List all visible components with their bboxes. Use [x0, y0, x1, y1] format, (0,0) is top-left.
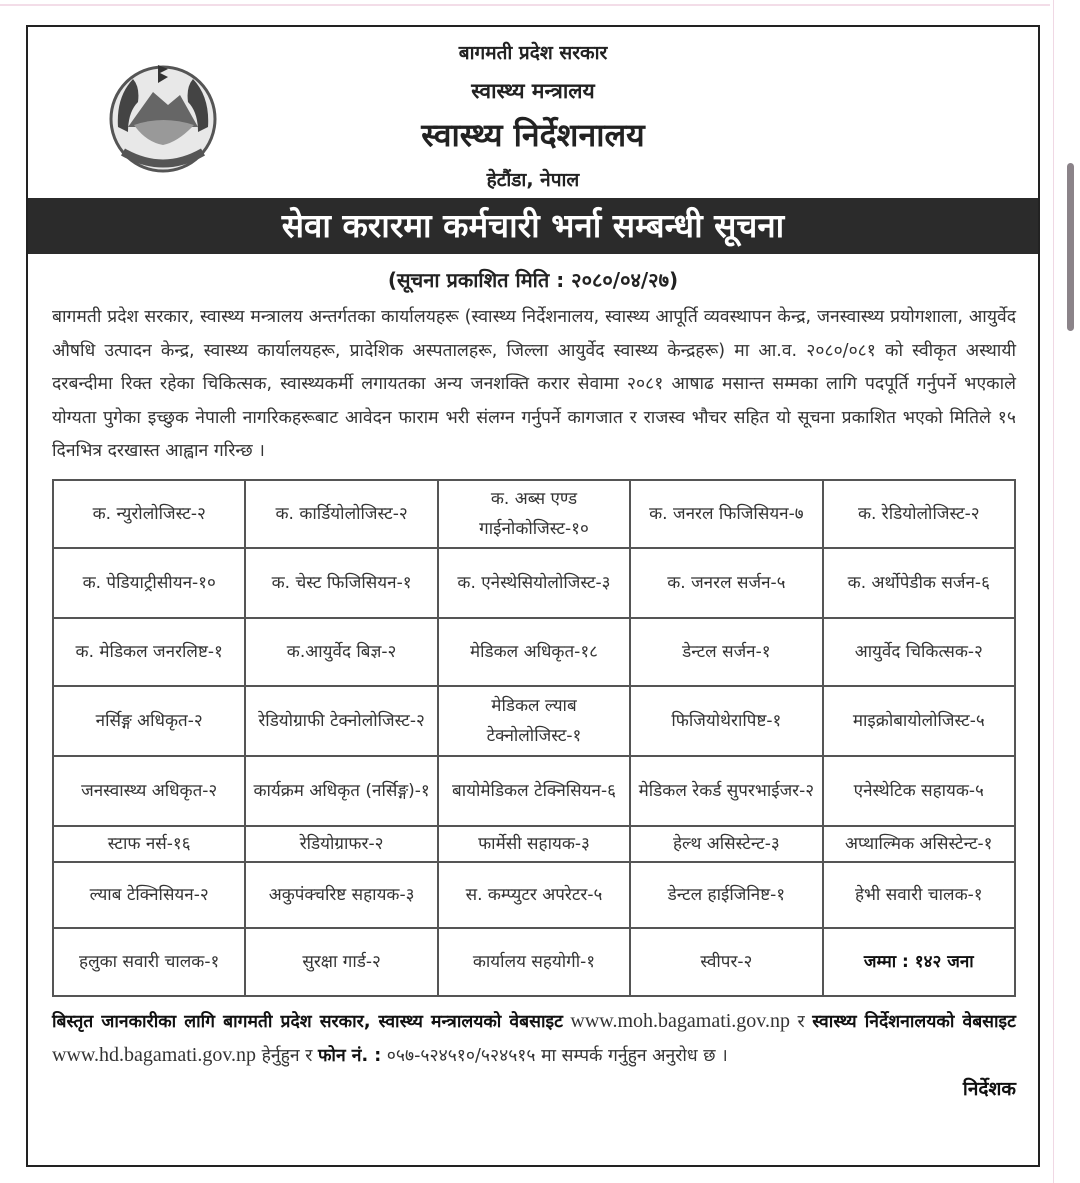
post-cell: कार्यक्रम अधिकृत (नर्सिङ्ग)-१ — [245, 756, 437, 826]
table-row — [53, 826, 1015, 862]
post-cell: ल्याब टेक्निसियन-२ — [53, 862, 245, 928]
post-cell: क. चेस्ट फिजिसियन-१ — [245, 548, 437, 618]
table-row — [53, 480, 1015, 548]
post-cell: क. जनरल फिजिसियन-७ — [630, 480, 822, 548]
post-cell: एनेस्थेटिक सहायक-५ — [823, 756, 1015, 826]
post-cell: स्टाफ नर्स-१६ — [53, 826, 245, 862]
post-cell: कार्यालय सहयोगी-१ — [438, 928, 630, 996]
header-location: हेटौंडा, नेपाल — [486, 169, 580, 191]
signature-director: निर्देशक — [962, 1077, 1016, 1100]
phone-number: ०५७-५२४५१०/५२४५१५ — [386, 1045, 536, 1066]
footer-text-2: हेर्नुहुन र — [261, 1045, 313, 1066]
footer-text-1: र — [797, 1011, 805, 1032]
post-cell: रेडियोग्राफी टेक्नोलोजिस्ट-२ — [245, 686, 437, 756]
contact-paragraph — [52, 1005, 1016, 1073]
post-cell: हेभी सवारी चालक-१ — [823, 862, 1015, 928]
post-cell: क. अर्थोपेडीक सर्जन-६ — [823, 548, 1015, 618]
footer-text-3: मा सम्पर्क गर्नुहुन अनुरोध छ । — [541, 1045, 728, 1066]
post-cell: क. कार्डियोलोजिस्ट-२ — [245, 480, 437, 548]
header-ministry-name: स्वास्थ्य मन्त्रालय — [471, 79, 595, 103]
directorate-website-link[interactable]: www.hd.bagamati.gov.np — [52, 1043, 257, 1066]
post-cell: बायोमेडिकल टेक्निसियन-६ — [438, 756, 630, 826]
post-cell: स्वीपर-२ — [630, 928, 822, 996]
post-cell: हलुका सवारी चालक-१ — [53, 928, 245, 996]
post-cell: सुरक्षा गार्ड-२ — [245, 928, 437, 996]
post-cell: फिजियोथेरापिष्ट-१ — [630, 686, 822, 756]
post-cell: क. एनेस्थेसियोलोजिस्ट-३ — [438, 548, 630, 618]
post-cell: डेन्टल सर्जन-१ — [630, 618, 822, 686]
post-cell: क. जनरल सर्जन-५ — [630, 548, 822, 618]
phone-label: फोन नं. : — [317, 1045, 382, 1066]
table-row — [53, 928, 1015, 996]
post-cell: क. अब्स एण्ड गाईनोकोजिस्ट-१० — [438, 480, 630, 548]
notice-header — [28, 27, 1038, 192]
post-cell: जनस्वास्थ्य अधिकृत-२ — [53, 756, 245, 826]
post-cell: क. पेडियाट्रीसीयन-१० — [53, 548, 245, 618]
table-row — [53, 862, 1015, 928]
post-cell: रेडियोग्राफर-२ — [245, 826, 437, 862]
notice-title-banner: सेवा करारमा कर्मचारी भर्ना सम्बन्धी सूचना — [28, 198, 1038, 254]
total-cell: जम्मा : १४२ जना — [823, 928, 1015, 996]
top-divider — [0, 4, 1050, 6]
post-cell: क. मेडिकल जनरलिष्ट-१ — [53, 618, 245, 686]
post-cell: माइक्रोबायोलोजिस्ट-५ — [823, 686, 1015, 756]
post-cell: मेडिकल रेकर्ड सुपरभाईजर-२ — [630, 756, 822, 826]
scrollbar-thumb[interactable] — [1067, 163, 1074, 331]
vacancy-table — [52, 479, 1016, 997]
notice-body-paragraph: बागमती प्रदेश सरकार, स्वास्थ्य मन्त्रालय अन्तर्गतका कार्यालयहरू (स्वास्थ्य निर्देशनालय, स्वास्थ्य आपूर्ति व्यवस्थापन केन्द्र, जनस्वास्थ्य प्रयोगशाला, आयुर्वेद औषधि उत्पादन केन्द्र, स्वास्थ्य कार्यालयहरू, प्रादेशिक अस्पतालहरू, जिल्ला आयुर्वेद स्वास्थ्य केन्द्रहरू) मा आ.व. २०८०/०८१ को स्वीकृत अस्थायी दरबन्दीमा रिक्त रहेका चिकित्सक, स्वास्थ्यकर्मी लगायतका अन्य जनशक्ति करार सेवामा २०८१ आषाढ मसान्त सम्मका लागि पदपूर्ति गर्नुपर्ने भएकाले योग्यता पुगेका इच्छुक नेपाली नागरिकहरूबाट आवेदन फाराम भरी संलग्न गर्नुपर्ने कागजात र राजस्व भौचर सहित यो सूचना प्रकाशित भएको मितिले १५ दिनभित्र दरखास्त आह्वान गरिन्छ । — [52, 307, 1016, 461]
post-cell: क. न्युरोलोजिस्ट-२ — [53, 480, 245, 548]
footer-bold-text-1: बिस्तृत जानकारीका लागि बागमती प्रदेश सरकार, स्वास्थ्य मन्त्रालयको वेबसाइट — [52, 1011, 563, 1032]
post-cell: स. कम्प्युटर अपरेटर-५ — [438, 862, 630, 928]
table-row — [53, 548, 1015, 618]
post-cell: फार्मेसी सहायक-३ — [438, 826, 630, 862]
post-cell: अप्थाल्मिक असिस्टेन्ट-१ — [823, 826, 1015, 862]
post-cell: मेडिकल अधिकृत-१८ — [438, 618, 630, 686]
ministry-website-link[interactable]: www.moh.bagamati.gov.np — [570, 1009, 791, 1032]
post-cell: डेन्टल हाईजिनिष्ट-१ — [630, 862, 822, 928]
post-cell: क. रेडियोलोजिस्ट-२ — [823, 480, 1015, 548]
post-cell: नर्सिङ्ग अधिकृत-२ — [53, 686, 245, 756]
table-row — [53, 618, 1015, 686]
header-province-name: बागमती प्रदेश सरकार — [458, 42, 608, 64]
publication-date: (सूचना प्रकाशित मिति : २०८०/०४/२७) — [387, 268, 679, 292]
post-cell: अकुपंक्चरिष्ट सहायक-३ — [245, 862, 437, 928]
scrollbar-track[interactable] — [1053, 0, 1080, 1183]
header-directorate-name: स्वास्थ्य निर्देशनालय — [421, 116, 645, 154]
table-row — [53, 756, 1015, 826]
table-row — [53, 686, 1015, 756]
footer-bold-text-2: स्वास्थ्य निर्देशनालयको वेबसाइट — [812, 1011, 1016, 1032]
post-cell: आयुर्वेद चिकित्सक-२ — [823, 618, 1015, 686]
post-cell: क.आयुर्वेद बिज्ञ-२ — [245, 618, 437, 686]
post-cell: मेडिकल ल्याब टेक्नोलोजिस्ट-१ — [438, 686, 630, 756]
notice-document — [26, 25, 1040, 1167]
post-cell: हेल्थ असिस्टेन्ट-३ — [630, 826, 822, 862]
